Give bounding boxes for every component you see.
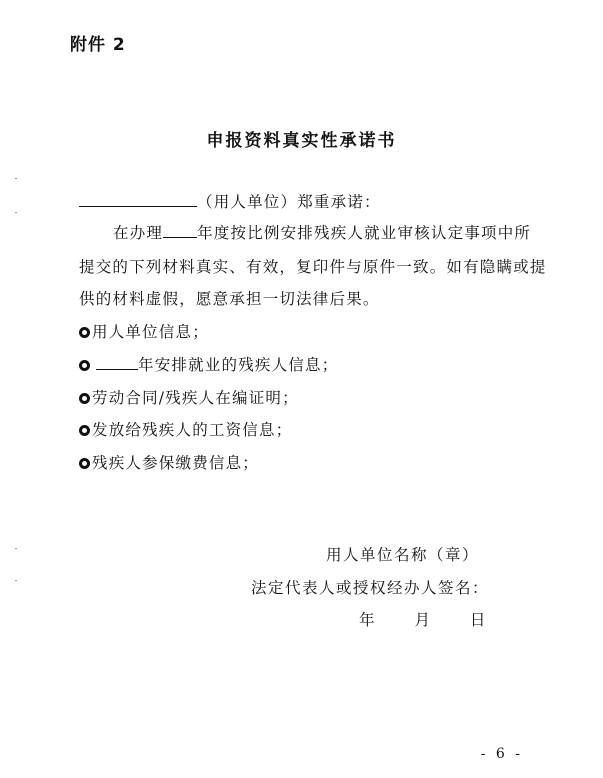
circle-bullet-icon xyxy=(79,393,90,404)
unit-name-seal-label: 用人单位名称（章） xyxy=(326,546,480,564)
circle-bullet-icon xyxy=(79,425,90,436)
circle-bullet-icon xyxy=(79,458,90,469)
margin-mark xyxy=(15,212,17,213)
date-line xyxy=(359,608,487,630)
unit-name-blank[interactable] xyxy=(79,192,197,207)
year-blank[interactable] xyxy=(96,355,138,370)
paragraph-line-2: 提交的下列材料真实、有效，复印件与原件一致。如有隐瞒或提 xyxy=(79,258,547,276)
list-item xyxy=(79,418,292,440)
date-month-label: 月 xyxy=(414,611,432,629)
list-item-text: 年安排就业的残疾人信息； xyxy=(138,356,339,374)
list-item-text: 用人单位信息； xyxy=(92,323,209,341)
margin-mark xyxy=(15,548,17,549)
paragraph-line-1 xyxy=(113,221,531,243)
page-number: - 6 - xyxy=(480,746,523,762)
circle-bullet-icon xyxy=(79,360,90,371)
margin-mark xyxy=(15,580,17,581)
paragraph-line-1-suffix: 年度按比例安排残疾人就业审核认定事项中所 xyxy=(197,224,532,242)
pledge-line-text: （用人单位）郑重承诺： xyxy=(197,193,381,211)
list-item xyxy=(79,386,299,408)
list-item-text: 残疾人参保缴费信息； xyxy=(92,454,260,472)
paragraph-line-3: 供的材料虚假，愿意承担一切法律后果。 xyxy=(79,290,380,308)
representative-signature-label: 法定代表人或授权经办人签名： xyxy=(251,579,490,597)
circle-bullet-icon xyxy=(79,327,90,338)
list-item xyxy=(79,451,259,473)
pledge-line xyxy=(79,190,381,212)
paragraph-line-1-prefix: 在办理 xyxy=(113,224,164,242)
attachment-label: 附件 2 xyxy=(70,35,126,55)
list-item-text: 劳动合同/残疾人在编证明； xyxy=(92,389,299,407)
margin-mark xyxy=(15,178,17,179)
list-item xyxy=(79,353,338,375)
year-blank[interactable] xyxy=(163,223,197,238)
list-item xyxy=(79,320,209,342)
list-item-text: 发放给残疾人的工资信息； xyxy=(92,421,293,439)
date-year-label: 年 xyxy=(359,611,377,629)
document-title: 申报资料真实性承诺书 xyxy=(206,131,397,151)
date-day-label: 日 xyxy=(469,611,487,629)
